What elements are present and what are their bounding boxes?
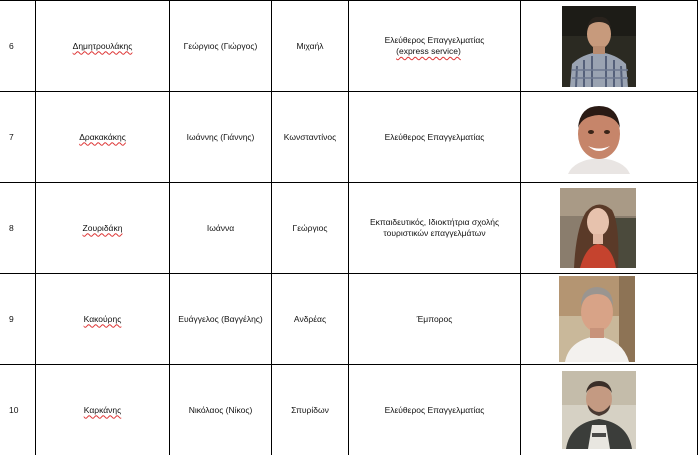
row-number: 9 [0, 274, 36, 365]
photo-cell [521, 365, 698, 455]
portrait-photo [559, 276, 635, 362]
profession-line: Ελεύθερος Επαγγελματίας [349, 132, 520, 143]
table-row [0, 365, 698, 455]
row-number: 8 [0, 183, 36, 274]
table-row [0, 183, 698, 274]
photo-cell [521, 1, 698, 92]
surname-cell [36, 183, 170, 274]
photo-cell [521, 92, 698, 183]
table-row [0, 1, 698, 92]
profession-cell [349, 1, 521, 92]
surname-cell [36, 92, 170, 183]
father-name-cell: Ανδρέας [272, 274, 349, 365]
profession-line-text: (express service) [396, 46, 461, 56]
profession-line: τουριστικών επαγγελμάτων [349, 228, 520, 239]
profession-cell [349, 274, 521, 365]
row-number: 7 [0, 92, 36, 183]
father-name-cell: Μιχαήλ [272, 1, 349, 92]
portrait-photo [562, 371, 636, 449]
table-row [0, 274, 698, 365]
first-name-cell: Ιωάννης (Γιάννης) [170, 92, 272, 183]
first-name-cell: Ιωάννα [170, 183, 272, 274]
row-number: 10 [0, 365, 36, 455]
profession-line: Ελεύθερος Επαγγελματίας [349, 405, 520, 416]
surname-cell [36, 365, 170, 455]
table-row [0, 92, 698, 183]
profession-line: Εκπαιδευτικός, Ιδιοκτήτρια σχολής [349, 217, 520, 228]
surname-text: Δρακακάκης [79, 132, 126, 142]
surname-text: Κακούρης [84, 314, 122, 324]
surname-cell [36, 274, 170, 365]
profession-line [337, 46, 520, 57]
portrait-photo [562, 100, 636, 174]
portrait-photo [560, 188, 636, 268]
father-name-cell: Γεώργιος [272, 183, 349, 274]
first-name-cell: Γεώργιος (Γιώργος) [170, 1, 272, 92]
surname-cell [36, 1, 170, 92]
father-name-cell: Κωνσταντίνος [272, 92, 349, 183]
profession-cell [349, 183, 521, 274]
profession-cell [349, 92, 521, 183]
photo-cell [521, 183, 698, 274]
surname-text: Δημητρουλάκης [73, 41, 133, 51]
surname-text: Ζουριδάκη [83, 223, 123, 233]
profession-line: Ελεύθερος Επαγγελματίας [349, 35, 520, 46]
row-number: 6 [0, 1, 36, 92]
profession-cell [349, 365, 521, 455]
first-name-cell: Ευάγγελος (Βαγγέλης) [170, 274, 272, 365]
surname-text: Καρκάνης [84, 405, 121, 415]
portrait-photo [562, 6, 636, 87]
first-name-cell: Νικόλαος (Νίκος) [170, 365, 272, 455]
photo-cell [521, 274, 698, 365]
father-name-cell: Σπυρίδων [272, 365, 349, 455]
profession-line: Έμπορος [349, 314, 520, 325]
